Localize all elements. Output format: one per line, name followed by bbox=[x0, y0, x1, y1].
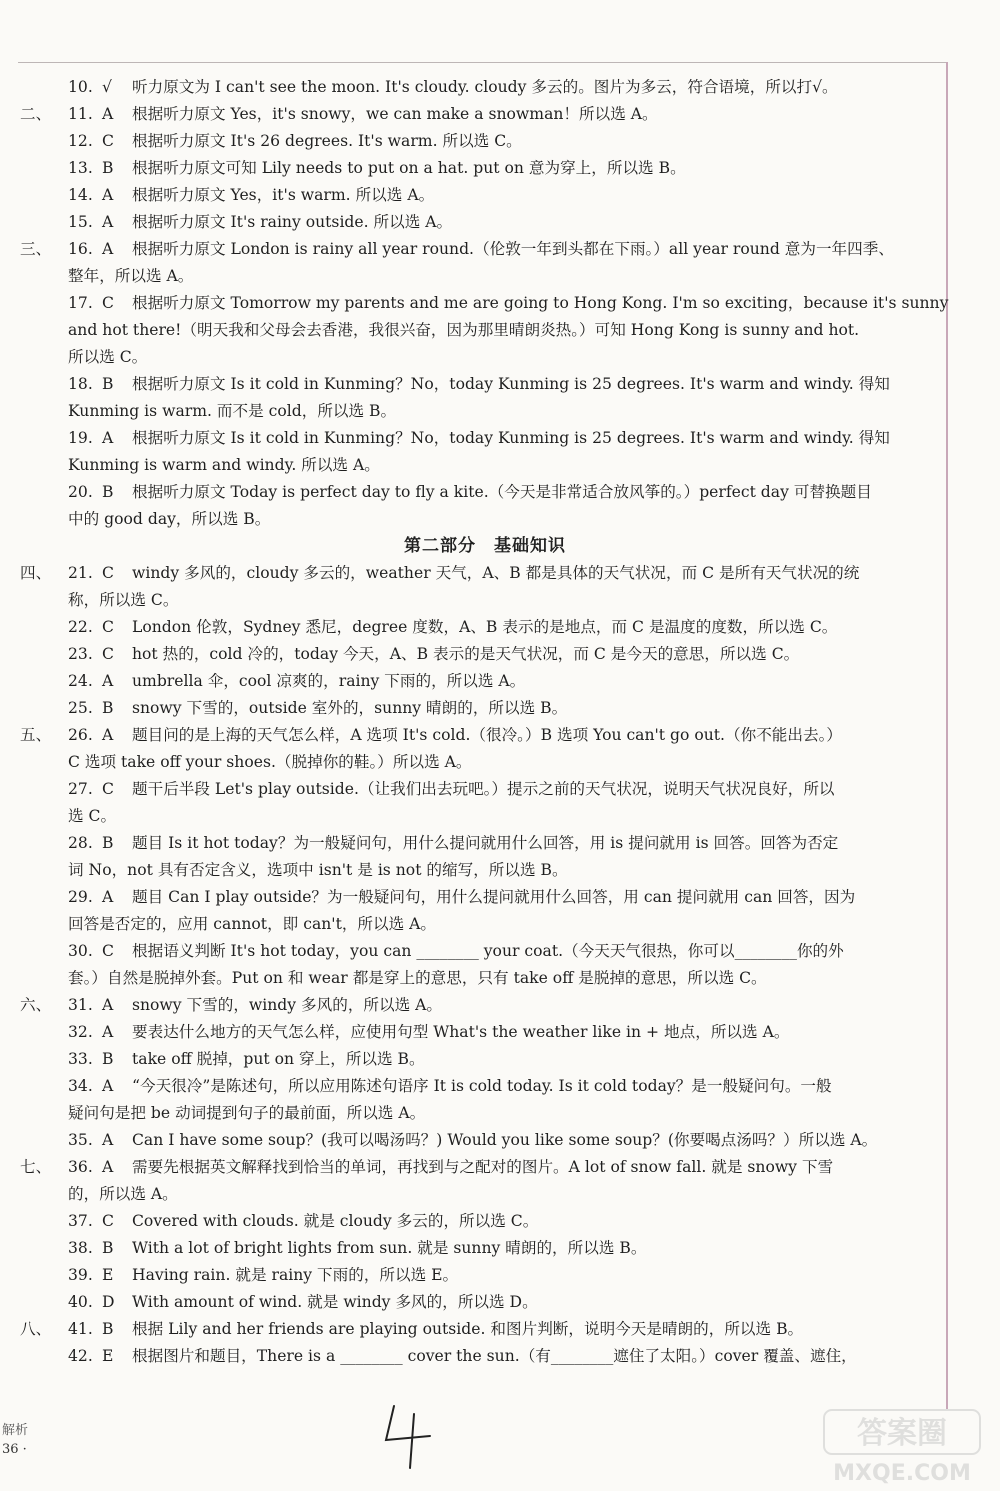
question-number: 13. bbox=[68, 159, 93, 177]
explanation-text: 题目问的是上海的天气怎么样，A 选项 It's cold.（很冷。）B 选项 You can't go out.（你不能出去。） bbox=[132, 726, 842, 744]
question-number: 21. bbox=[68, 564, 93, 582]
section-heading: 第二部分 基础知识 bbox=[404, 536, 566, 556]
continuation-line: and hot there!（明天我和父母会去香港，我很兴奋，因为那里晴朗炎热。）可知 Hong Kong is sunny and hot. bbox=[68, 321, 860, 339]
explanation-text: Can I have some soup？(我可以喝汤吗？) Would you like some soup？(你要喝点汤吗？）所以选 A。 bbox=[132, 1131, 878, 1149]
answer-line bbox=[20, 614, 950, 641]
answer-choice: B bbox=[102, 483, 114, 501]
question-number: 41. bbox=[68, 1320, 93, 1338]
answer-choice: E bbox=[102, 1266, 114, 1284]
answer-line bbox=[20, 776, 950, 803]
explanation-text: take off 脱掉，put on 穿上，所以选 B。 bbox=[132, 1050, 425, 1068]
answer-choice: C bbox=[102, 942, 114, 960]
question-number: 27. bbox=[68, 780, 93, 798]
answer-choice: A bbox=[102, 888, 114, 906]
explanation-text: 根据 Lily and her friends are playing outside. 和图片判断，说明今天是晴朗的，所以选 B。 bbox=[132, 1320, 804, 1338]
explanation-text: With a lot of bright lights from sun. 就是 sunny 晴朗的，所以选 B。 bbox=[132, 1239, 647, 1257]
answer-line bbox=[20, 1343, 950, 1370]
explanation-text: 根据听力原文 Is it cold in Kunming？No，today Kunming is 25 degrees. It's warm and windy. 得知 bbox=[132, 429, 890, 447]
answer-line bbox=[20, 209, 950, 236]
handwritten-mark bbox=[380, 1400, 440, 1470]
answer-line bbox=[20, 992, 950, 1019]
question-number: 28. bbox=[68, 834, 93, 852]
answer-line bbox=[20, 722, 950, 749]
answer-choice: A bbox=[102, 1131, 114, 1149]
question-number: 40. bbox=[68, 1293, 93, 1311]
answer-line bbox=[20, 425, 950, 452]
explanation-text: 根据听力原文可知 Lily needs to put on a hat. put on 意为穿上，所以选 B。 bbox=[132, 159, 686, 177]
answer-line bbox=[20, 182, 950, 209]
answer-choice: C bbox=[102, 1212, 114, 1230]
answer-line bbox=[20, 668, 950, 695]
footer-label: 解析 bbox=[2, 1423, 29, 1438]
section-marker: 五、 bbox=[20, 726, 52, 744]
question-number: 37. bbox=[68, 1212, 93, 1230]
explanation-text: 根据听力原文 London is rainy all year round.（伦敦一年到头都在下雨。）all year round 意为一年四季、 bbox=[132, 240, 894, 258]
answer-choice: E bbox=[102, 1347, 114, 1365]
explanation-text: 根据听力原文 It's 26 degrees. It's warm. 所以选 C。 bbox=[132, 132, 522, 150]
question-number: 24. bbox=[68, 672, 93, 690]
answer-choice: D bbox=[102, 1293, 115, 1311]
continuation-line: 的，所以选 A。 bbox=[68, 1185, 178, 1203]
watermark-top-text: 答案圈 bbox=[857, 1416, 947, 1451]
question-number: 18. bbox=[68, 375, 93, 393]
explanation-text: 听力原文为 I can't see the moon. It's cloudy. cloudy 多云的。图片为多云，符合语境，所以打√。 bbox=[132, 78, 838, 96]
answer-choice: B bbox=[102, 159, 114, 177]
explanation-text: 根据听力原文 Is it cold in Kunming？No，today Kunming is 25 degrees. It's warm and windy. 得知 bbox=[132, 375, 890, 393]
explanation-text: 根据听力原文 Yes，it's snowy，we can make a snowman！所以选 A。 bbox=[132, 105, 658, 123]
answer-line bbox=[20, 695, 950, 722]
answer-line bbox=[20, 128, 950, 155]
answer-line bbox=[20, 290, 950, 317]
watermark-bottom-text: MXQE.COM bbox=[833, 1461, 971, 1486]
explanation-text: 题干后半段 Let's play outside.（让我们出去玩吧。）提示之前的天气状况，说明天气状况良好，所以 bbox=[132, 780, 835, 798]
answer-choice: B bbox=[102, 1239, 114, 1257]
question-number: 35. bbox=[68, 1131, 93, 1149]
question-number: 30. bbox=[68, 942, 93, 960]
answer-line bbox=[20, 1154, 950, 1181]
answer-line bbox=[20, 1073, 950, 1100]
question-number: 34. bbox=[68, 1077, 93, 1095]
explanation-text: 根据听力原文 Tomorrow my parents and me are going to Hong Kong. I'm so exciting，because it's sunny bbox=[132, 294, 949, 312]
continuation-line: 套。）自然是脱掉外套。Put on 和 wear 都是穿上的意思，只有 take off 是脱掉的意思，所以选 C。 bbox=[68, 969, 767, 987]
continuation-line: Kunming is warm. 而不是 cold，所以选 B。 bbox=[68, 402, 397, 420]
answer-line bbox=[20, 1046, 950, 1073]
answer-choice: A bbox=[102, 240, 114, 258]
answer-line bbox=[20, 830, 950, 857]
question-number: 39. bbox=[68, 1266, 93, 1284]
explanation-text: snowy 下雪的，outside 室外的，sunny 晴朗的，所以选 B。 bbox=[132, 699, 568, 717]
continuation-line: 所以选 C。 bbox=[68, 348, 148, 366]
answer-choice: B bbox=[102, 834, 114, 852]
answer-choice: C bbox=[102, 564, 114, 582]
explanation-text: With amount of wind. 就是 windy 多风的，所以选 D。 bbox=[132, 1293, 538, 1311]
page-number: 36 · bbox=[2, 1442, 27, 1457]
question-number: 36. bbox=[68, 1158, 93, 1176]
answer-choice: B bbox=[102, 375, 114, 393]
question-number: 16. bbox=[68, 240, 93, 258]
answer-choice: A bbox=[102, 213, 114, 231]
answer-choice: A bbox=[102, 1023, 114, 1041]
question-number: 12. bbox=[68, 132, 93, 150]
answer-choice: √ bbox=[102, 78, 112, 96]
question-number: 25. bbox=[68, 699, 93, 717]
answer-line bbox=[20, 560, 950, 587]
continuation-line: 称，所以选 C。 bbox=[68, 591, 179, 609]
answer-choice: C bbox=[102, 645, 114, 663]
continuation-line: Kunming is warm and windy. 所以选 A。 bbox=[68, 456, 380, 474]
answer-line bbox=[20, 371, 950, 398]
answer-line bbox=[20, 1208, 950, 1235]
question-number: 14. bbox=[68, 186, 93, 204]
question-number: 19. bbox=[68, 429, 93, 447]
explanation-text: snowy 下雪的，windy 多风的，所以选 A。 bbox=[132, 996, 443, 1014]
question-number: 42. bbox=[68, 1347, 93, 1365]
answer-choice: C bbox=[102, 132, 114, 150]
explanation-text: Having rain. 就是 rainy 下雨的，所以选 E。 bbox=[132, 1266, 459, 1284]
answer-line bbox=[20, 641, 950, 668]
explanation-text: Covered with clouds. 就是 cloudy 多云的，所以选 C。 bbox=[132, 1212, 539, 1230]
question-number: 26. bbox=[68, 726, 93, 744]
answer-choice: C bbox=[102, 294, 114, 312]
explanation-text: 题目 Is it hot today？为一般疑问句，用什么提问就用什么回答，用 is 提问就用 is 回答。回答为否定 bbox=[132, 834, 839, 852]
answer-line bbox=[20, 479, 950, 506]
explanation-text: 要表达什么地方的天气怎么样，应使用句型 What's the weather like in + 地点，所以选 A。 bbox=[132, 1023, 790, 1041]
watermark-logo bbox=[822, 1408, 982, 1486]
section-marker: 二、 bbox=[20, 105, 52, 123]
answer-choice: A bbox=[102, 1077, 114, 1095]
answer-choice: C bbox=[102, 618, 114, 636]
answer-choice: C bbox=[102, 780, 114, 798]
section-marker: 三、 bbox=[20, 240, 52, 258]
explanation-text: 根据听力原文 Yes，it's warm. 所以选 A。 bbox=[132, 186, 435, 204]
answer-choice: A bbox=[102, 672, 114, 690]
answer-choice: A bbox=[102, 996, 114, 1014]
question-number: 11. bbox=[68, 105, 93, 123]
explanation-text: “今天很冷”是陈述句，所以应用陈述句语序 It is cold today. Is it cold today？是一般疑问句。一般 bbox=[132, 1077, 832, 1095]
question-number: 23. bbox=[68, 645, 93, 663]
section-marker: 八、 bbox=[20, 1320, 52, 1338]
answer-choice: A bbox=[102, 1158, 114, 1176]
answer-line bbox=[20, 1316, 950, 1343]
continuation-line: C 选项 take off your shoes.（脱掉你的鞋。）所以选 A。 bbox=[68, 753, 472, 771]
answer-line bbox=[20, 1235, 950, 1262]
continuation-line: 疑问句是把 be 动词提到句子的最前面，所以选 A。 bbox=[68, 1104, 426, 1122]
answer-choice: A bbox=[102, 429, 114, 447]
answer-explanations bbox=[20, 74, 950, 1370]
explanation-text: 需要先根据英文解释找到恰当的单词，再找到与之配对的图片。A lot of snow fall. 就是 snowy 下雪 bbox=[132, 1158, 834, 1176]
continuation-line: 整年，所以选 A。 bbox=[68, 267, 194, 285]
answer-line bbox=[20, 1127, 950, 1154]
answer-line bbox=[20, 74, 950, 101]
question-number: 31. bbox=[68, 996, 93, 1014]
answer-line bbox=[20, 1262, 950, 1289]
answer-choice: A bbox=[102, 726, 114, 744]
continuation-line: 选 C。 bbox=[68, 807, 117, 825]
question-number: 22. bbox=[68, 618, 93, 636]
answer-choice: A bbox=[102, 186, 114, 204]
explanation-text: hot 热的，cold 冷的，today 今天，A、B 表示的是天气状况，而 C 是今天的意思，所以选 C。 bbox=[132, 645, 800, 663]
section-marker: 四、 bbox=[20, 564, 52, 582]
answer-line bbox=[20, 938, 950, 965]
continuation-line: 中的 good day，所以选 B。 bbox=[68, 510, 271, 528]
top-rule bbox=[18, 62, 948, 63]
answer-choice: A bbox=[102, 105, 114, 123]
continuation-line: 词 No，not 具有否定含义，选项中 isn't 是 is not 的缩写，所以选 B。 bbox=[68, 861, 568, 879]
explanation-text: 根据图片和题目，There is a ________ cover the sun.（有________遮住了太阳。）cover 覆盖、遮住， bbox=[132, 1347, 857, 1365]
continuation-line: 回答是否定的，应用 cannot，即 can't，所以选 A。 bbox=[68, 915, 437, 933]
question-number: 29. bbox=[68, 888, 93, 906]
explanation-text: 题目 Can I play outside？为一般疑问句，用什么提问就用什么回答，用 can 提问就用 can 回答，因为 bbox=[132, 888, 856, 906]
question-number: 10. bbox=[68, 78, 93, 96]
explanation-text: 根据听力原文 Today is perfect day to fly a kite.（今天是非常适合放风筝的。）perfect day 可替换题目 bbox=[132, 483, 872, 501]
answer-line bbox=[20, 101, 950, 128]
explanation-text: umbrella 伞，cool 凉爽的，rainy 下雨的，所以选 A。 bbox=[132, 672, 526, 690]
question-number: 38. bbox=[68, 1239, 93, 1257]
answer-choice: B bbox=[102, 1050, 114, 1068]
explanation-text: 根据听力原文 It's rainy outside. 所以选 A。 bbox=[132, 213, 453, 231]
explanation-text: 根据语义判断 It's hot today，you can ________ your coat.（今天天气很热，你可以________你的外 bbox=[132, 942, 844, 960]
answer-line bbox=[20, 236, 950, 263]
answer-choice: B bbox=[102, 1320, 114, 1338]
answer-line bbox=[20, 1019, 950, 1046]
question-number: 15. bbox=[68, 213, 93, 231]
question-number: 17. bbox=[68, 294, 93, 312]
question-number: 33. bbox=[68, 1050, 93, 1068]
question-number: 32. bbox=[68, 1023, 93, 1041]
section-marker: 六、 bbox=[20, 996, 52, 1014]
section-marker: 七、 bbox=[20, 1158, 52, 1176]
question-number: 20. bbox=[68, 483, 93, 501]
explanation-text: London 伦敦，Sydney 悉尼，degree 度数，A、B 表示的是地点，而 C 是温度的度数，所以选 C。 bbox=[132, 618, 838, 636]
explanation-text: windy 多风的，cloudy 多云的，weather 天气，A、B 都是具体的天气状况，而 C 是所有天气状况的统 bbox=[132, 564, 860, 582]
answer-line bbox=[20, 155, 950, 182]
answer-line bbox=[20, 1289, 950, 1316]
answer-choice: B bbox=[102, 699, 114, 717]
answer-line bbox=[20, 884, 950, 911]
